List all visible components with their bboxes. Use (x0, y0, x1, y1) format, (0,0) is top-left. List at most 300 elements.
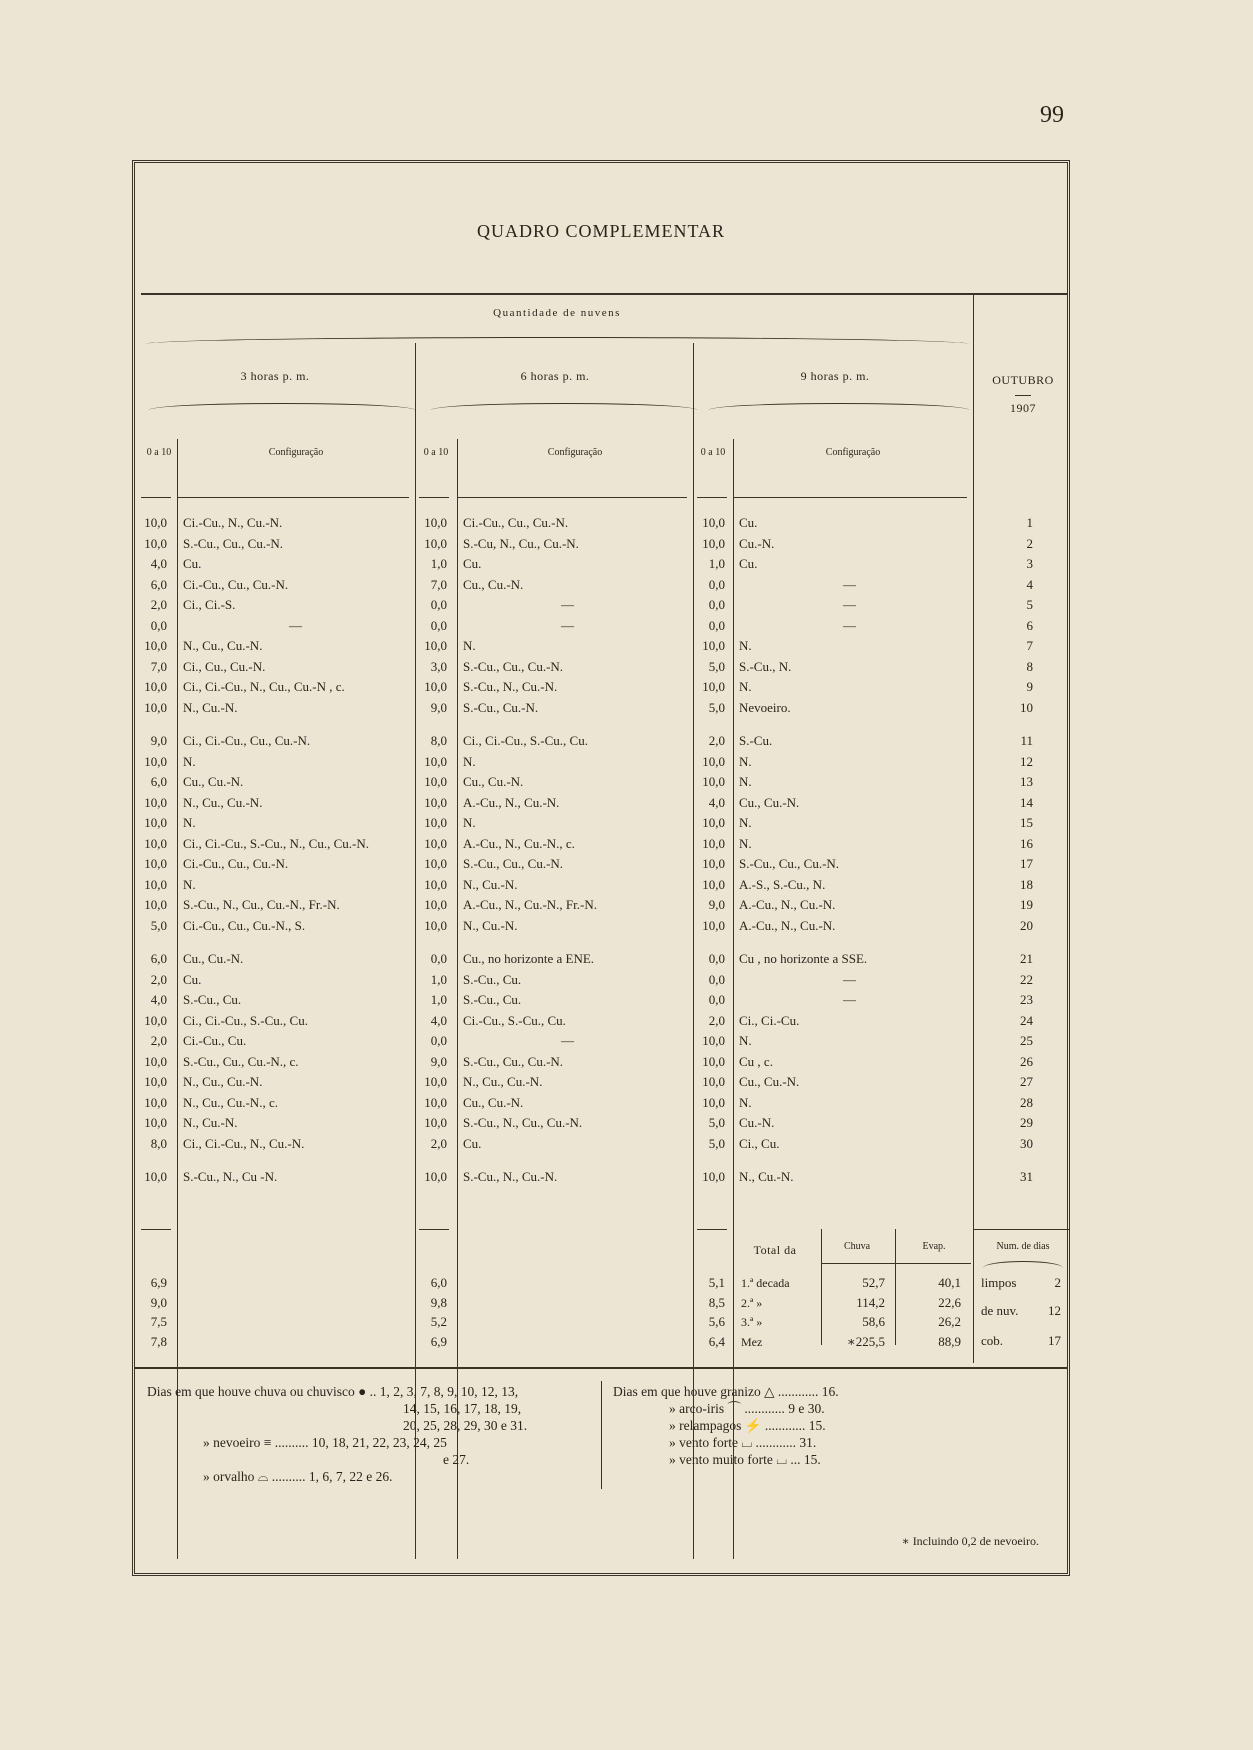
table-row (135, 772, 1067, 792)
cloud-6pm-config: S.-Cu., Cu., Cu.-N. (463, 1053, 564, 1069)
cloud-6pm-value: 10,0 (424, 856, 447, 871)
cloud-3pm-config: — (289, 617, 302, 633)
cloud-9pm-config: N. (739, 1094, 752, 1110)
cloud-9pm-config: Cu., Cu.-N. (739, 794, 800, 810)
table-row (135, 834, 1067, 854)
cloud-3pm-config: Cu., Cu.-N. (183, 951, 244, 966)
day-number: 3 (1026, 556, 1033, 571)
cloud-3pm-config: Ci., Ci.-S. (183, 597, 236, 612)
cloud-3pm-config: N., Cu., Cu.-N. (183, 638, 263, 653)
cloud-6pm-config: S.-Cu., Cu.-N. (463, 699, 539, 715)
cloud-6pm-value: 10,0 (424, 794, 447, 810)
header-6pm: 6 horas p. m. (520, 369, 590, 383)
cloud-6pm-value: 7,0 (430, 576, 447, 592)
header-top-rule (141, 293, 1067, 295)
cloud-9pm-value: 10,0 (702, 1053, 725, 1069)
cloud-3pm-value: 2,0 (150, 971, 167, 987)
cloud-3pm-value: 8,0 (150, 1135, 167, 1151)
cloud-6pm-config: N., Cu.-N. (463, 917, 518, 933)
page-number: 99 (1040, 102, 1064, 128)
table-row (135, 731, 1067, 751)
cloud-9pm-config: N., Cu.-N. (739, 1169, 794, 1184)
cloud-9pm-value: 10,0 (702, 1094, 725, 1110)
cloud-6pm-value: 9,0 (430, 699, 447, 715)
table-row (135, 854, 1067, 874)
day-number: 21 (1020, 951, 1033, 966)
cloud-3pm-config: Ci., Ci.-Cu., S.-Cu., Cu. (183, 1012, 308, 1028)
table-row (135, 895, 1067, 915)
day-number: 24 (1020, 1012, 1033, 1028)
cloud-6pm-config: N., Cu.-N. (463, 876, 518, 892)
cloud-6pm-value: 1,0 (430, 556, 447, 571)
cloud-3pm-config: Ci.-Cu., Cu., Cu.-N., S. (183, 917, 306, 933)
mean-9pm: 6,4 (708, 1333, 725, 1349)
cloud-3pm-value: 10,0 (144, 794, 167, 810)
cloud-6pm-config: N. (463, 638, 476, 653)
cloud-6pm-config: — (561, 597, 574, 612)
cloud-3pm-config: Ci., Ci.-Cu., N., Cu., Cu.-N , c. (183, 679, 345, 694)
cloud-9pm-value: 10,0 (702, 679, 725, 694)
mean-3pm: 9,0 (150, 1294, 167, 1310)
cloud-6pm-value: 0,0 (430, 1033, 447, 1048)
cloud-3pm-value: 6,0 (150, 576, 167, 592)
cloud-3pm-value: 10,0 (144, 1074, 167, 1089)
cloud-6pm-value: 10,0 (424, 535, 447, 551)
mean-3pm: 6,9 (150, 1275, 167, 1290)
note-line: » orvalho ⌓ .......... 1, 6, 7, 22 e 26. (203, 1469, 393, 1484)
table-row (135, 875, 1067, 895)
cloud-3pm-config: N., Cu., Cu.-N., c. (183, 1094, 278, 1110)
rain-total: 58,6 (862, 1314, 885, 1329)
cloud-6pm-value: 4,0 (430, 1012, 447, 1028)
cloud-6pm-value: 8,0 (430, 733, 447, 748)
cloud-6pm-value: 1,0 (430, 971, 447, 987)
cloud-6pm-config: — (561, 1033, 574, 1048)
cloud-6pm-value: 10,0 (424, 1115, 447, 1130)
day-number: 26 (1020, 1053, 1033, 1069)
day-number: 18 (1020, 876, 1033, 892)
cloud-9pm-value: 5,0 (708, 1135, 725, 1151)
table-row (135, 1011, 1067, 1031)
cloud-6pm-config: N. (463, 753, 476, 769)
table-row (135, 513, 1067, 533)
day-number: 8 (1026, 658, 1033, 674)
cloud-9pm-value: 0,0 (708, 617, 725, 633)
cloud-6pm-config: Ci.-Cu., S.-Cu., Cu. (463, 1012, 566, 1028)
cloud-3pm-value: 4,0 (150, 992, 167, 1007)
days-brace (983, 1261, 1063, 1268)
summary-period: 3.ª » (741, 1315, 763, 1329)
cloud-9pm-config: — (843, 576, 856, 592)
cloud-6pm-config: Cu., no horizonte a ENE. (463, 951, 595, 966)
day-number: 30 (1020, 1135, 1033, 1151)
cloud-3pm-config: Cu., Cu.-N. (183, 774, 244, 789)
rule (697, 497, 727, 498)
mean-9pm: 8,5 (708, 1294, 725, 1310)
cloud-3pm-value: 4,0 (150, 556, 167, 571)
cloud-9pm-config: N. (739, 753, 752, 769)
table-row (135, 752, 1067, 772)
cloud-6pm-value: 0,0 (430, 597, 447, 612)
cloud-6pm-value: 10,0 (424, 876, 447, 892)
cloud-3pm-value: 6,0 (150, 774, 167, 789)
day-number: 5 (1026, 597, 1033, 612)
cloud-9pm-value: 10,0 (702, 774, 725, 789)
table-row (135, 677, 1067, 697)
rain-total: 114,2 (856, 1294, 885, 1310)
cloud-9pm-config: N. (739, 774, 752, 789)
cloud-3pm-config: Cu. (183, 556, 202, 571)
cloud-6pm-config: N. (463, 815, 476, 830)
table-row (135, 575, 1067, 595)
table-row (135, 949, 1067, 969)
cloud-3pm-config: N. (183, 815, 196, 830)
cloud-6pm-config: Ci.-Cu., Cu., Cu.-N. (463, 515, 569, 530)
cloud-6pm-config: S.-Cu., N., Cu., Cu.-N. (463, 1115, 583, 1130)
days-value: 2 (1054, 1275, 1061, 1290)
mean-6pm: 6,0 (430, 1275, 447, 1290)
mean-6pm: 9,8 (430, 1294, 447, 1310)
summary-chuva-header: Chuva (843, 1241, 871, 1252)
cloud-3pm-config: N. (183, 753, 196, 769)
cloud-9pm-value: 5,0 (708, 658, 725, 674)
days-count-row (135, 1331, 1067, 1351)
cloud-9pm-config: Cu. (739, 556, 758, 571)
cloud-9pm-config: Cu.-N. (739, 535, 775, 551)
note-line: Dias em que houve chuva ou chuvisco ● .. 1, 2, 3, 7, 8, 9, 10, 12, 13, (147, 1384, 519, 1399)
cloud-3pm-value: 10,0 (144, 638, 167, 653)
day-number: 4 (1026, 576, 1033, 592)
day-number: 11 (1020, 733, 1033, 748)
table-row (135, 970, 1067, 990)
header-group-brace (145, 337, 969, 344)
cloud-9pm-value: 9,0 (708, 897, 725, 912)
table-row (135, 657, 1067, 677)
cloud-3pm-value: 10,0 (144, 1012, 167, 1028)
cloud-6pm-config: Cu. (463, 556, 482, 571)
note-line: » nevoeiro ≡ .......... 10, 18, 21, 22, 23, 24, 25 (203, 1435, 447, 1450)
cloud-6pm-value: 10,0 (424, 515, 447, 530)
cloud-9pm-value: 10,0 (702, 515, 725, 530)
rule (419, 497, 449, 498)
note-line: » arco-iris ⌒ ............ 9 e 30. (669, 1401, 825, 1416)
cloud-3pm-value: 10,0 (144, 876, 167, 892)
cloud-3pm-config: Ci., Ci.-Cu., Cu., Cu.-N. (183, 733, 311, 748)
header-config-9pm: Configuração (825, 447, 881, 458)
cloud-9pm-value: 0,0 (708, 971, 725, 987)
cloud-3pm-config: Ci.-Cu., N., Cu.-N. (183, 515, 283, 530)
rule (733, 497, 967, 498)
cloud-6pm-config: S.-Cu., N., Cu.-N. (463, 1169, 558, 1184)
mean-6pm: 5,2 (430, 1314, 447, 1329)
cloud-9pm-value: 10,0 (702, 917, 725, 933)
cloud-6pm-value: 10,0 (424, 638, 447, 653)
summary-period: Mez (741, 1334, 763, 1349)
cloud-9pm-config: — (843, 617, 856, 633)
cloud-6pm-config: — (561, 617, 574, 633)
cloud-3pm-config: Ci.-Cu., Cu., Cu.-N. (183, 856, 289, 871)
cloud-9pm-config: — (843, 992, 856, 1007)
cloud-3pm-value: 10,0 (144, 856, 167, 871)
day-number: 15 (1020, 815, 1033, 830)
summary-period: 2.ª » (741, 1295, 763, 1310)
cloud-3pm-config: S.-Cu., Cu. (183, 992, 242, 1007)
cloud-3pm-config: Ci.-Cu., Cu. (183, 1033, 247, 1048)
cloud-6pm-value: 0,0 (430, 617, 447, 633)
cloud-9pm-config: Ci., Ci.-Cu. (739, 1012, 800, 1028)
page-title: QUADRO COMPLEMENTAR (476, 221, 726, 241)
cloud-9pm-value: 1,0 (708, 556, 725, 571)
table-row (135, 554, 1067, 574)
cloud-9pm-value: 10,0 (702, 753, 725, 769)
header-scale-9pm: 0 a 10 (700, 447, 726, 458)
cloud-3pm-config: N., Cu.-N. (183, 1115, 238, 1130)
cloud-6pm-value: 10,0 (424, 753, 447, 769)
header-6pm-brace (431, 403, 697, 410)
summary-period: 1.ª decada (741, 1276, 790, 1290)
cloud-9pm-config: N. (739, 679, 752, 694)
cloud-9pm-config: N. (739, 815, 752, 830)
table-row (135, 1052, 1067, 1072)
cloud-3pm-config: S.-Cu., N., Cu -N. (183, 1169, 278, 1184)
header-scale-6pm: 0 a 10 (423, 447, 449, 458)
cloud-9pm-value: 0,0 (708, 576, 725, 592)
cloud-6pm-config: Ci., Ci.-Cu., S.-Cu., Cu. (463, 733, 588, 748)
day-number: 12 (1020, 753, 1033, 769)
days-label: limpos (981, 1275, 1017, 1290)
day-number: 9 (1026, 679, 1033, 694)
cloud-9pm-value: 10,0 (702, 835, 725, 851)
table-row (135, 1093, 1067, 1113)
table-row (135, 1072, 1067, 1092)
day-number: 20 (1020, 917, 1033, 933)
cloud-6pm-config: S.-Cu., Cu. (463, 971, 522, 987)
cloud-9pm-config: Cu.-N. (739, 1115, 775, 1130)
header-scale-3pm: 0 a 10 (146, 447, 172, 458)
cloud-9pm-config: Cu., Cu.-N. (739, 1074, 800, 1089)
cloud-6pm-config: Cu., Cu.-N. (463, 576, 524, 592)
day-number: 19 (1020, 897, 1033, 912)
cloud-3pm-value: 2,0 (150, 1033, 167, 1048)
cloud-6pm-config: S.-Cu., Cu. (463, 992, 522, 1007)
days-value: 12 (1048, 1303, 1061, 1318)
cloud-6pm-config: S.-Cu., Cu., Cu.-N. (463, 856, 564, 871)
cloud-3pm-value: 2,0 (150, 597, 167, 612)
cloud-9pm-config: A.-Cu., N., Cu.-N. (739, 897, 836, 912)
cloud-3pm-config: Cu. (183, 971, 202, 987)
cloud-3pm-value: 6,0 (150, 951, 167, 966)
cloud-3pm-value: 10,0 (144, 1169, 167, 1184)
cloud-6pm-config: Cu. (463, 1135, 482, 1151)
mean-6pm: 6,9 (430, 1333, 447, 1349)
days-label: de nuv. (981, 1303, 1019, 1318)
cloud-3pm-value: 9,0 (150, 733, 167, 748)
note-line: » relampagos ⚡ ............ 15. (669, 1418, 826, 1433)
cloud-6pm-config: S.-Cu, N., Cu., Cu.-N. (463, 535, 579, 551)
table-frame (132, 160, 1070, 1576)
table-row (135, 1031, 1067, 1051)
footnote: ∗ Incluindo 0,2 de nevoeiro. (901, 1534, 1039, 1548)
header-year: 1907 (1010, 401, 1036, 415)
cloud-6pm-value: 10,0 (424, 679, 447, 694)
day-number: 28 (1020, 1094, 1033, 1110)
table-row (135, 916, 1067, 936)
note-line: e 27. (443, 1452, 470, 1467)
cloud-3pm-config: Ci., Ci.-Cu., N., Cu.-N. (183, 1135, 305, 1151)
cloud-6pm-config: S.-Cu., N., Cu.-N. (463, 679, 558, 694)
notes-rule (135, 1367, 1067, 1369)
cloud-6pm-config: A.-Cu., N., Cu.-N. (463, 794, 560, 810)
rule (821, 1263, 971, 1264)
cloud-3pm-config: S.-Cu., Cu., Cu.-N., c. (183, 1053, 299, 1069)
evaporation-total: 40,1 (938, 1275, 961, 1290)
mean-9pm: 5,1 (708, 1275, 725, 1290)
cloud-6pm-value: 10,0 (424, 1169, 447, 1184)
rule (973, 1229, 1069, 1230)
cloud-3pm-config: Ci., Cu., Cu.-N. (183, 658, 266, 674)
rule (697, 1229, 727, 1230)
cloud-3pm-value: 10,0 (144, 515, 167, 530)
cloud-3pm-value: 10,0 (144, 679, 167, 694)
cloud-9pm-config: N. (739, 638, 752, 653)
cloud-9pm-value: 10,0 (702, 1074, 725, 1089)
cloud-6pm-value: 10,0 (424, 1094, 447, 1110)
cloud-6pm-value: 1,0 (430, 992, 447, 1007)
days-value: 17 (1048, 1333, 1061, 1348)
cloud-3pm-config: N., Cu., Cu.-N. (183, 1074, 263, 1089)
cloud-3pm-config: N. (183, 876, 196, 892)
table-row (135, 990, 1067, 1010)
cloud-3pm-value: 10,0 (144, 1094, 167, 1110)
table-row (135, 636, 1067, 656)
cloud-9pm-value: 0,0 (708, 951, 725, 966)
cloud-9pm-value: 10,0 (702, 638, 725, 653)
day-number: 27 (1020, 1074, 1033, 1089)
table-row (135, 813, 1067, 833)
cloud-9pm-value: 10,0 (702, 815, 725, 830)
cloud-9pm-value: 0,0 (708, 597, 725, 612)
table-row (135, 793, 1067, 813)
header-9pm: 9 horas p. m. (800, 369, 870, 383)
header-config-3pm: Configuração (268, 447, 324, 458)
cloud-6pm-config: Cu., Cu.-N. (463, 1094, 524, 1110)
rule (141, 1229, 171, 1230)
note-line: » vento muito forte ⌴ ... 15. (669, 1452, 821, 1467)
table-row (135, 616, 1067, 636)
cloud-9pm-value: 10,0 (702, 535, 725, 551)
note-line: » vento forte ⌴ ............ 31. (669, 1435, 817, 1450)
day-number: 10 (1020, 699, 1033, 715)
note-line: 20, 25, 28, 29, 30 e 31. (403, 1418, 528, 1433)
header-config-6pm: Configuração (547, 447, 603, 458)
day-number: 2 (1026, 535, 1033, 551)
cloud-9pm-value: 5,0 (708, 699, 725, 715)
day-number: 23 (1020, 992, 1033, 1007)
cloud-9pm-config: Cu , c. (739, 1053, 773, 1069)
table-row (135, 595, 1067, 615)
cloud-9pm-config: N. (739, 1033, 752, 1048)
cloud-9pm-config: S.-Cu. (739, 733, 773, 748)
header-month: OUTUBRO (992, 373, 1054, 387)
cloud-6pm-config: A.-Cu., N., Cu.-N., c. (463, 835, 575, 851)
day-number: 7 (1026, 638, 1033, 653)
summary-total-header: Total da (753, 1243, 797, 1257)
table-row (135, 1167, 1067, 1187)
cloud-3pm-value: 10,0 (144, 753, 167, 769)
cloud-3pm-value: 10,0 (144, 535, 167, 551)
mean-3pm: 7,5 (150, 1314, 167, 1329)
day-number: 22 (1020, 971, 1033, 987)
notes-divider (601, 1381, 602, 1489)
header-3pm-brace (149, 403, 415, 410)
month-year-rule (1015, 395, 1031, 396)
cloud-9pm-value: 10,0 (702, 856, 725, 871)
rain-total: ∗225,5 (846, 1333, 885, 1349)
rule (457, 497, 687, 498)
cloud-9pm-config: S.-Cu., N. (739, 658, 792, 674)
day-number: 17 (1020, 856, 1033, 871)
cloud-6pm-value: 10,0 (424, 897, 447, 912)
cloud-9pm-value: 4,0 (708, 794, 725, 810)
cloud-9pm-config: A.-Cu., N., Cu.-N. (739, 917, 836, 933)
cloud-9pm-value: 10,0 (702, 876, 725, 892)
rule (419, 1229, 449, 1230)
cloud-9pm-value: 2,0 (708, 733, 725, 748)
header-group-label: Quantidade de nuvens (493, 307, 621, 319)
cloud-6pm-value: 9,0 (430, 1053, 447, 1069)
cloud-9pm-config: Cu , no horizonte a SSE. (739, 951, 868, 966)
cloud-3pm-value: 10,0 (144, 897, 167, 912)
cloud-6pm-config: Cu., Cu.-N. (463, 774, 524, 789)
summary-evap-header: Evap. (922, 1241, 946, 1252)
day-number: 1 (1026, 515, 1033, 530)
cloud-3pm-value: 10,0 (144, 835, 167, 851)
cloud-6pm-value: 10,0 (424, 835, 447, 851)
cloud-6pm-value: 10,0 (424, 815, 447, 830)
header-9pm-brace (709, 403, 969, 410)
cloud-3pm-value: 10,0 (144, 815, 167, 830)
table-row (135, 1134, 1067, 1154)
evaporation-total: 26,2 (938, 1314, 961, 1329)
evaporation-total: 22,6 (938, 1294, 961, 1310)
rain-total: 52,7 (862, 1275, 885, 1290)
cloud-3pm-value: 10,0 (144, 1115, 167, 1130)
cloud-3pm-value: 10,0 (144, 1053, 167, 1069)
cloud-9pm-value: 10,0 (702, 1169, 725, 1184)
cloud-9pm-config: A.-S., S.-Cu., N. (739, 876, 826, 892)
mean-3pm: 7,8 (150, 1333, 167, 1349)
cloud-9pm-config: S.-Cu., Cu., Cu.-N. (739, 856, 840, 871)
cloud-6pm-value: 2,0 (430, 1135, 447, 1151)
cloud-9pm-value: 0,0 (708, 992, 725, 1007)
cloud-6pm-value: 10,0 (424, 917, 447, 933)
cloud-3pm-value: 0,0 (150, 617, 167, 633)
cloud-9pm-config: N. (739, 835, 752, 851)
day-number: 13 (1020, 774, 1033, 789)
note-line: Dias em que houve granizo △ ............ 16. (613, 1384, 839, 1399)
day-number: 29 (1020, 1115, 1033, 1130)
cloud-9pm-value: 10,0 (702, 1033, 725, 1048)
cloud-3pm-value: 7,0 (150, 658, 167, 674)
day-number: 16 (1020, 835, 1033, 851)
day-number: 6 (1026, 617, 1033, 633)
rule (141, 497, 171, 498)
cloud-3pm-config: S.-Cu., N., Cu., Cu.-N., Fr.-N. (183, 897, 340, 912)
cloud-9pm-config: — (843, 597, 856, 612)
cloud-6pm-config: S.-Cu., Cu., Cu.-N. (463, 658, 564, 674)
cloud-6pm-config: N., Cu., Cu.-N. (463, 1074, 543, 1089)
rule (177, 497, 409, 498)
